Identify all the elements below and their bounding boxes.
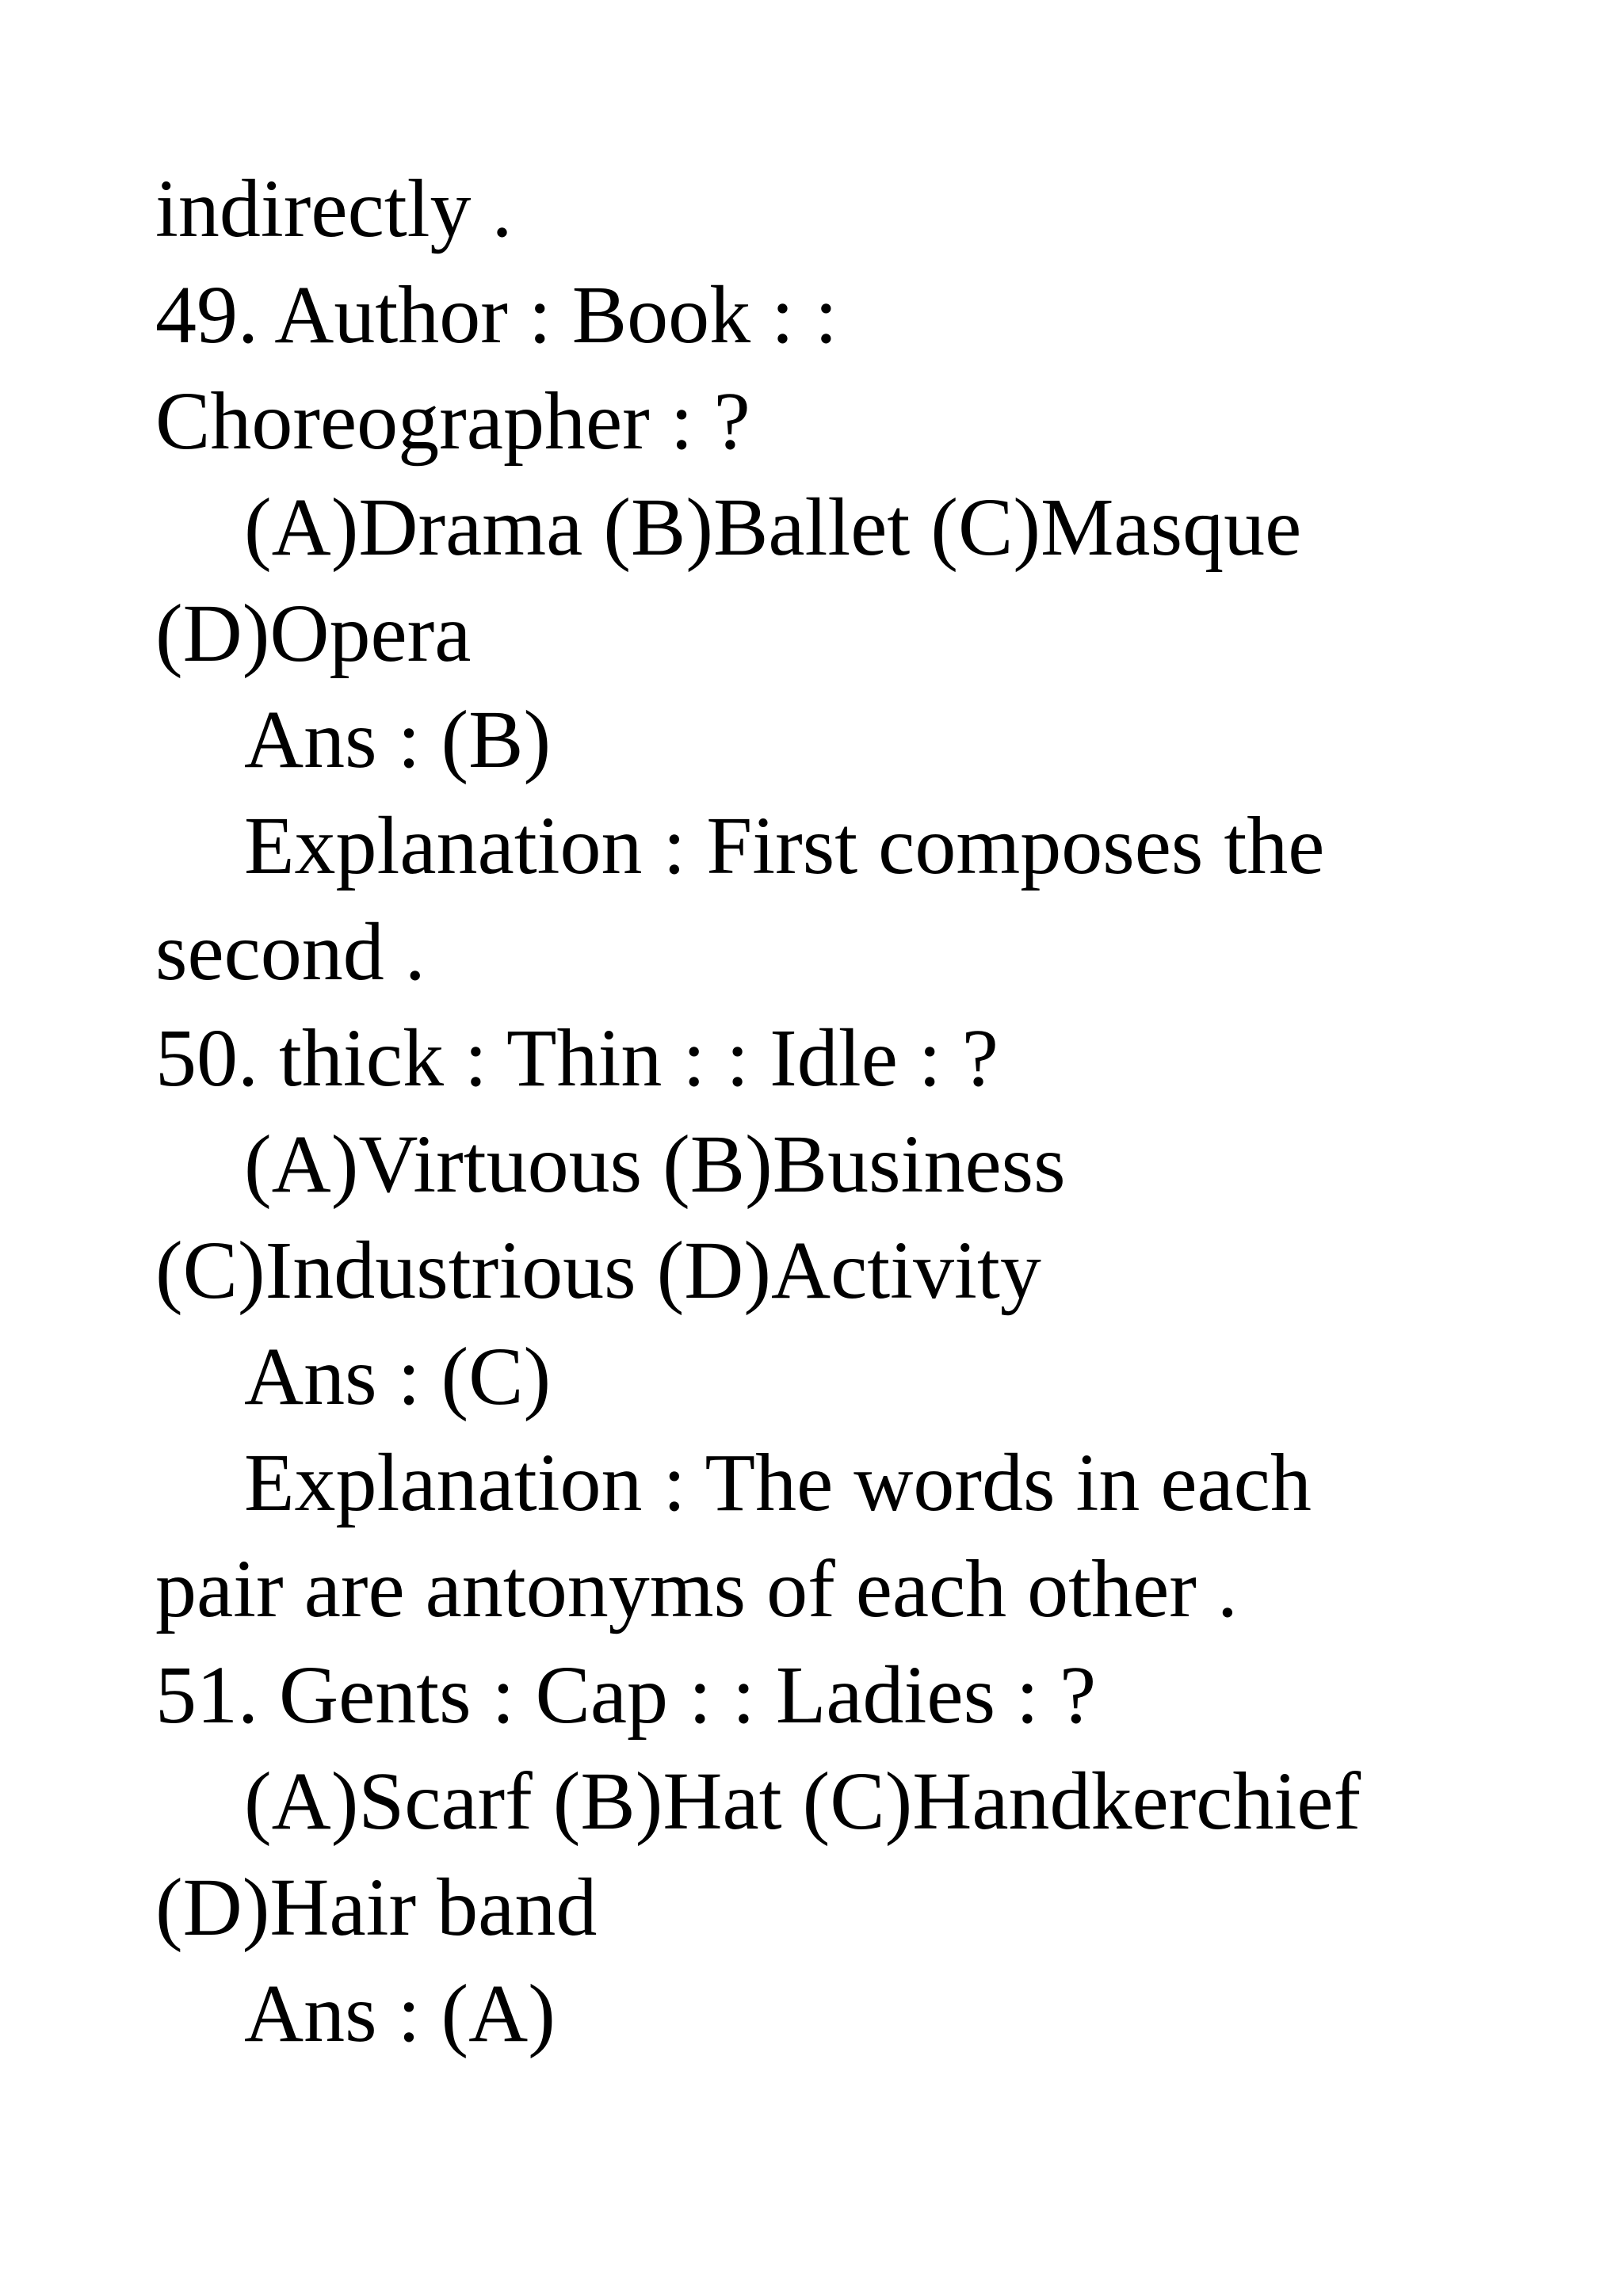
question-51-answer: Ans : (A)	[244, 1968, 556, 2059]
question-50-options-continuation: (C)Industrious (D)Activity	[155, 1225, 1041, 1316]
question-49-options: (A)Drama (B)Ballet (C)Masque	[244, 482, 1302, 573]
question-49-explanation: Explanation : First composes the	[244, 800, 1325, 891]
text-line-indirectly: indirectly .	[155, 163, 513, 254]
question-49-explanation-continuation: second .	[155, 906, 426, 997]
question-49-heading: 49. Author : Book : :	[155, 269, 838, 360]
question-51-options-continuation: (D)Hair band	[155, 1862, 598, 1953]
question-50-options: (A)Virtuous (B)Business	[244, 1119, 1066, 1210]
question-49-answer: Ans : (B)	[244, 694, 552, 785]
question-50-heading: 50. thick : Thin : : Idle : ?	[155, 1013, 999, 1104]
question-50-explanation-continuation: pair are antonyms of each other .	[155, 1543, 1238, 1634]
question-50-explanation: Explanation : The words in each	[244, 1437, 1312, 1528]
question-51-options: (A)Scarf (B)Hat (C)Handkerchief	[244, 1756, 1361, 1847]
question-50-answer: Ans : (C)	[244, 1331, 552, 1422]
question-49-options-continuation: (D)Opera	[155, 588, 472, 679]
question-49-continuation: Choreographer : ?	[155, 376, 750, 467]
question-51-heading: 51. Gents : Cap : : Ladies : ?	[155, 1650, 1097, 1741]
